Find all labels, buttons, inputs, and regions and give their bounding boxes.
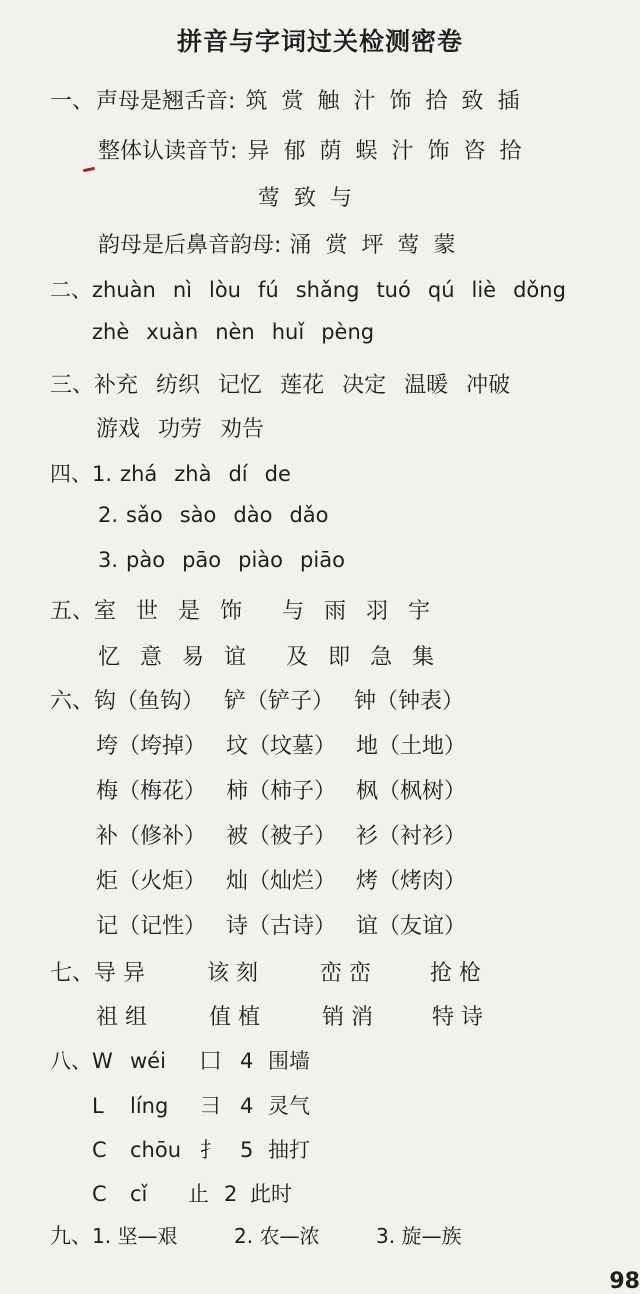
char: 莺 [397,233,420,258]
char: 坪 [361,233,384,258]
char: 筑 [245,89,268,114]
pinyin: pāo [182,548,222,572]
char-pair: 特 诗 [432,1005,483,1030]
lookup-row [92,1049,310,1073]
initial-letter: W [92,1049,113,1073]
char-with-word: 灿（灿烂） [226,869,337,894]
section-number: 二、 [50,278,92,302]
row-label: 声母是翘舌音: [96,89,236,114]
radical: 囗 [200,1049,221,1073]
char-pair: 导 异 [94,961,146,986]
radical: 彐 [200,1094,221,1118]
section-2-row-2 [92,320,391,344]
section-number: 五、 [50,599,95,624]
char: 蜈 [355,139,378,164]
char-with-word: 烤（烤肉） [356,869,467,894]
section-8-row-2 [92,1090,310,1120]
pinyin: sào [179,503,217,527]
char-pair-list [96,1005,483,1030]
char: 异 [247,139,270,164]
char: 及 [286,645,309,670]
word: 温暖 [404,373,449,398]
char: 急 [370,645,393,670]
pinyin: fú [257,278,279,302]
correction-item: 2. 农—浓 [234,1224,320,1248]
stroke-count: 5 [240,1138,254,1162]
section-number: 一、 [50,89,95,114]
char-list [258,186,366,211]
char: 雨 [324,599,347,624]
section-5-row-2 [98,640,454,671]
initial-letter: L [92,1094,104,1118]
char-with-word: 地（土地） [356,734,467,759]
section-6-row-2 [96,729,466,760]
char: 世 [136,599,159,624]
char-with-word: 柿（柿子） [226,779,337,804]
word: 记忆 [218,373,263,398]
correction-list [92,1224,461,1248]
section-number: 三、 [50,373,95,398]
char: 涌 [289,233,312,258]
char: 饰 [389,89,412,114]
char-word-list [96,824,466,849]
char: 蒙 [433,233,456,258]
word: 功劳 [158,417,203,442]
char-with-word: 炬（火炬） [96,869,207,894]
pinyin: liè [471,278,497,302]
section-8-row-4 [92,1178,292,1208]
char: 意 [140,645,163,670]
char-with-word: 记（记性） [96,914,207,939]
char: 即 [328,645,351,670]
lookup-row [92,1094,310,1118]
section-7-row-2 [96,1000,483,1031]
word: 围墙 [268,1049,310,1073]
radical: 扌 [200,1138,221,1162]
char-with-word: 梅（梅花） [96,779,207,804]
section-number: 六、 [50,689,95,714]
word: 冲破 [466,373,511,398]
pinyin: chōu [130,1138,182,1162]
initial-letter: C [92,1182,107,1206]
item-number: 2. [98,503,119,527]
pinyin: wéi [130,1049,166,1073]
char-list [98,645,454,670]
char-with-word: 诗（古诗） [226,914,337,939]
stroke-count: 4 [240,1049,254,1073]
char: 触 [317,89,340,114]
char: 咨 [463,139,486,164]
section-6-row-1 [50,684,464,715]
red-pen-mark [83,167,95,172]
pinyin: zhà [174,462,212,486]
section-6-row-6 [96,909,466,940]
char: 汁 [391,139,414,164]
char: 插 [497,89,520,114]
char-pair-list [94,961,481,986]
stroke-count: 4 [240,1094,254,1118]
char: 致 [294,186,317,211]
char: 与 [282,599,305,624]
char-pair: 该 刻 [207,961,259,986]
char-word-list [96,869,466,894]
char: 羽 [366,599,389,624]
pinyin: nèn [215,320,255,344]
char: 是 [178,599,201,624]
char: 致 [461,89,484,114]
word: 补充 [94,373,139,398]
initial-letter: C [92,1138,107,1162]
pinyin: sǎo [126,503,163,527]
pinyin-list [98,503,345,527]
char-with-word: 铲（铲子） [224,689,335,714]
pinyin: xuàn [146,320,199,344]
char-with-word: 枫（枫树） [356,779,467,804]
word-list [94,373,528,398]
pinyin: dǎo [289,503,329,527]
radical: 止 [188,1182,209,1206]
item-number: 1. [92,462,113,486]
section-3-row-1 [50,368,528,399]
char: 与 [330,186,353,211]
char: 集 [412,645,435,670]
section-2-row-1 [50,274,566,304]
pinyin: zhè [92,320,130,344]
section-number: 八、 [50,1049,92,1073]
correction-item: 3. 旋—族 [376,1224,462,1248]
stroke-count: 2 [224,1182,238,1206]
section-number: 四、 [50,462,92,486]
word-list [96,417,282,442]
char-with-word: 坟（坟墓） [226,734,337,759]
char-word-list [96,734,466,759]
char: 赏 [325,233,348,258]
row-label: 整体认读音节: [98,139,238,164]
pinyin: de [264,462,291,486]
char-word-list [94,689,464,714]
item-number: 3. [98,548,119,572]
pinyin: zhá [120,462,158,486]
pinyin: nì [172,278,192,302]
word: 莲花 [280,373,325,398]
section-number: 七、 [50,961,95,986]
section-9-row-1 [50,1220,461,1250]
lookup-row [92,1138,310,1162]
word: 游戏 [96,417,141,442]
section-1-row-3 [258,181,366,212]
pinyin: lòu [208,278,241,302]
pinyin: piāo [300,548,345,572]
char-pair: 峦 峦 [320,961,372,986]
char-list [94,599,450,624]
section-6-row-4 [96,819,466,850]
pinyin: dǒng [513,278,566,302]
pinyin-list [92,278,566,302]
section-7-row-1 [50,956,481,987]
row-label: 韵母是后鼻音韵母: [98,233,282,258]
section-4-row-3 [98,548,362,572]
pinyin: líng [130,1094,169,1118]
char-with-word: 垮（垮掉） [96,734,207,759]
char: 拾 [499,139,522,164]
pinyin: qú [427,278,455,302]
char: 谊 [224,645,247,670]
char: 宇 [408,599,431,624]
char-with-word: 谊（友谊） [356,914,467,939]
word: 灵气 [268,1094,310,1118]
char-pair: 销 消 [322,1005,373,1030]
char-pair: 祖 组 [96,1005,147,1030]
section-1-row-1 [50,84,534,115]
pinyin-list [98,548,362,572]
char-word-list [96,914,466,939]
section-1-row-4 [98,228,470,259]
pinyin: tuó [376,278,411,302]
pinyin: dào [233,503,273,527]
section-1-row-2 [98,134,536,165]
section-5-row-1 [50,594,450,625]
char-list [289,233,469,258]
page-number: 98 [609,1269,640,1294]
pinyin: zhuàn [92,278,156,302]
pinyin: cǐ [130,1182,148,1206]
word: 纺织 [156,373,201,398]
correction-item: 1. 坚—艰 [92,1224,178,1248]
word: 决定 [342,373,387,398]
section-number: 九、 [50,1224,92,1248]
char-list [245,89,533,114]
char-with-word: 补（修补） [96,824,207,849]
char: 易 [182,645,205,670]
pinyin: piào [238,548,284,572]
char: 郁 [283,139,306,164]
char: 赏 [281,89,304,114]
page-title: 拼音与字词过关检测密卷 [176,27,463,56]
char-with-word: 衫（衬衫） [356,824,467,849]
word: 抽打 [268,1138,310,1162]
section-8-row-3 [92,1134,310,1164]
char: 饰 [220,599,243,624]
char-with-word: 钩（鱼钩） [94,689,205,714]
char-with-word: 被（被子） [226,824,337,849]
char: 荫 [319,139,342,164]
char: 拾 [425,89,448,114]
char-word-list [96,779,466,804]
section-3-row-2 [96,412,282,443]
pinyin: dí [228,462,248,486]
char: 莺 [258,186,281,211]
pinyin-list [92,320,391,344]
char: 室 [94,599,117,624]
char-list [247,139,535,164]
section-6-row-3 [96,774,466,805]
char: 饰 [427,139,450,164]
char: 忆 [98,645,121,670]
char: 汁 [353,89,376,114]
char-with-word: 钟（钟表） [354,689,465,714]
section-4-row-1 [50,458,308,488]
section-4-row-2 [98,503,345,527]
pinyin: pào [126,548,166,572]
pinyin: huǐ [271,320,305,344]
word: 劝告 [220,417,265,442]
section-8-row-1 [50,1045,310,1075]
pinyin: pèng [321,320,375,344]
pinyin-list [92,462,308,486]
word: 此时 [250,1182,292,1206]
pinyin: shǎng [295,278,360,302]
char-pair: 值 植 [209,1005,260,1030]
lookup-row [92,1182,292,1206]
char-pair: 抢 枪 [430,961,482,986]
section-6-row-5 [96,864,466,895]
